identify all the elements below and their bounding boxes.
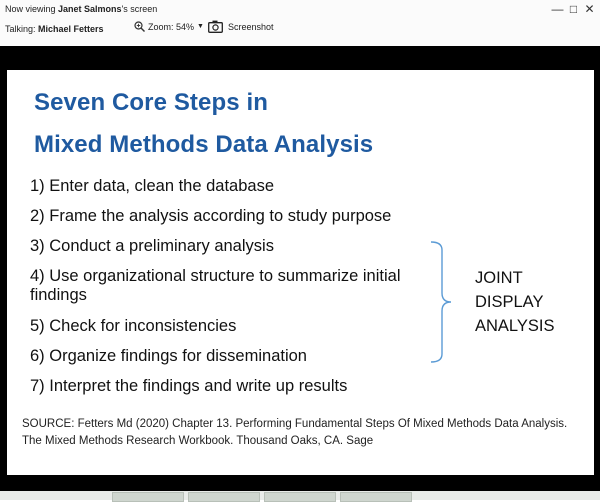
taskbar-item[interactable] [264,492,336,502]
curly-brace-icon [429,241,453,363]
joint-label-line-3: ANALYSIS [475,317,555,335]
source-line-1: SOURCE: Fetters Md (2020) Chapter 13. Performing Fundamental Steps Of Mixed Methods Data Analysis. [22,418,568,430]
step-1: 1) Enter data, clean the database [30,177,275,195]
camera-icon [208,20,223,33]
slide-title-line-1: Seven Core Steps in [34,89,268,116]
viewing-prefix: Now viewing [5,4,59,14]
joint-label-line-1: JOINT [475,269,523,287]
viewing-status [5,4,157,14]
talking-label: Talking: [5,24,36,34]
magnifier-icon [134,21,145,32]
talking-status [5,24,104,34]
close-button[interactable]: ✕ [584,2,595,16]
source-line-2: The Mixed Methods Research Workbook. Thousand Oaks, CA. Sage [22,435,374,447]
step-3: 3) Conduct a preliminary analysis [30,237,274,255]
slide-title-line-2: Mixed Methods Data Analysis [34,131,374,158]
step-7: 7) Interpret the findings and write up results [30,377,348,395]
taskbar-strip [0,491,600,500]
taskbar-item[interactable] [188,492,260,502]
talking-name: Michael Fetters [38,24,104,34]
dropdown-arrow-icon: ▼ [197,23,204,30]
screenshot-button[interactable] [208,20,274,33]
window-controls [551,2,596,16]
step-5: 5) Check for inconsistencies [30,317,237,335]
viewing-name: Janet Salmons [58,4,122,14]
minimize-button[interactable]: — [551,2,564,16]
taskbar-item[interactable] [340,492,412,502]
step-2: 2) Frame the analysis according to study purpose [30,207,392,225]
joint-display-analysis-label [475,266,554,338]
zoom-label: Zoom: 54% [148,21,195,32]
maximize-button[interactable]: □ [569,2,578,16]
taskbar-item[interactable] [112,492,184,502]
joint-label-line-2: DISPLAY [475,293,544,311]
zoom-control[interactable] [134,21,204,32]
step-4: 4) Use organizational structure to summarize initial findings [30,267,401,304]
source-citation [22,416,582,450]
step-6: 6) Organize findings for dissemination [30,347,307,365]
viewing-suffix: 's screen [121,4,158,14]
screenshot-label: Screenshot [228,21,274,32]
presentation-slide [7,70,594,475]
